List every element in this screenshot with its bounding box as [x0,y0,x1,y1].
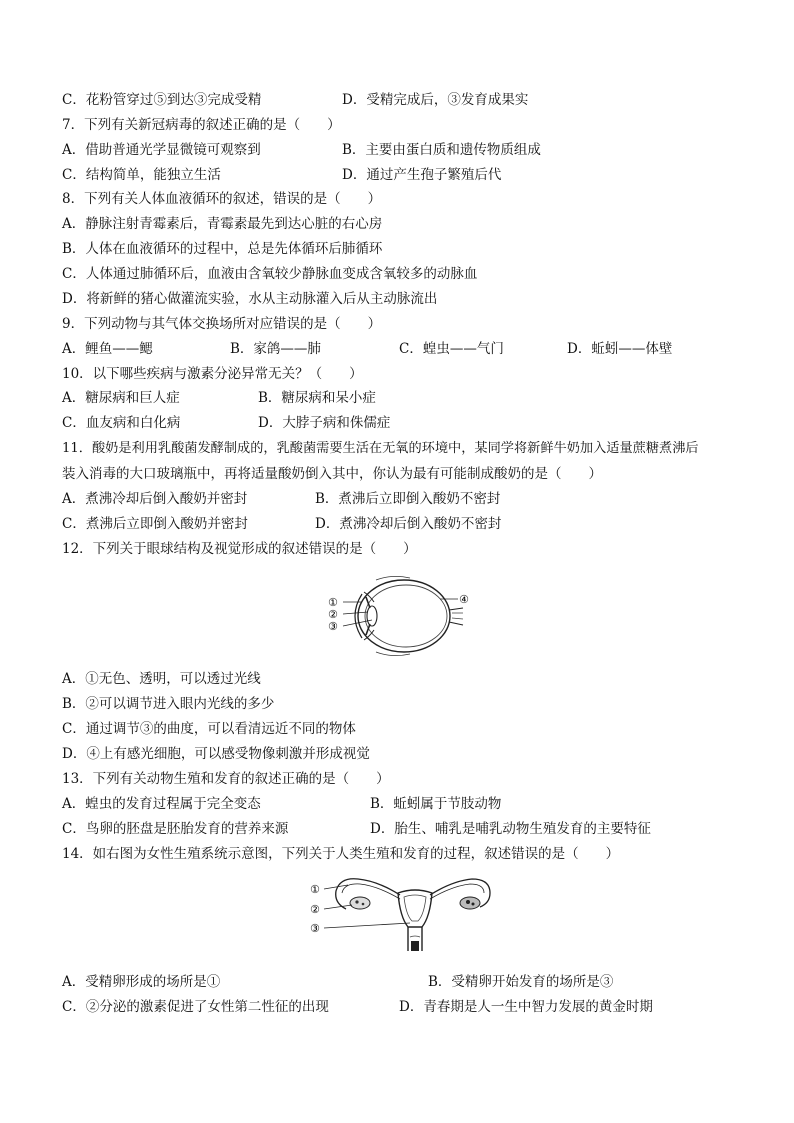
repro-label-2: ② [310,903,320,916]
q12-option-a: A．①无色、透明，可以透过光线 [62,671,261,687]
eye-label-4: ④ [459,593,469,606]
q6-option-c: C．花粉管穿过⑤到达③完成受精 [62,92,262,108]
q14-stem: 14．如右图为女性生殖系统示意图，下列关于人类生殖和发育的过程，叙述错误的是（ ） [62,846,620,862]
q13-option-a: A．蝗虫的发育过程属于完全变态 [62,796,261,812]
q10-option-b: B．糖尿病和呆小症 [258,390,376,406]
q13-stem: 13．下列有关动物生殖和发育的叙述正确的是（ ） [62,771,390,787]
q8-option-c: C．人体通过肺循环后，血液由含氧较少静脉血变成含氧较多的动脉血 [62,266,478,282]
q11-option-c: C．煮沸后立即倒入酸奶并密封 [62,516,248,532]
q9-option-b: B．家鸽——肺 [230,341,321,357]
q13-option-b: B．蚯蚓属于节肢动物 [370,796,502,812]
q9-option-a: A．鲤鱼——鳃 [62,341,153,357]
q8-option-a: A．静脉注射青霉素后，青霉素最先到达心脏的右心房 [62,216,383,232]
q12-option-c: C．通过调节③的曲度，可以看清远近不同的物体 [62,721,356,737]
q8-option-b: B．人体在血液循环的过程中，总是先体循环后肺循环 [62,241,383,257]
q9-option-c: C．蝗虫——气门 [399,341,504,357]
q11-option-a: A．煮沸冷却后倒入酸奶并密封 [62,491,248,507]
eye-label-2: ② [328,608,338,621]
q14-option-b: B．受精卵开始发育的场所是③ [428,974,614,990]
q11-stem-line1: 11．酸奶是利用乳酸菌发酵制成的，乳酸菌需要生活在无氧的环境中，某同学将新鲜牛奶加入适量蔗糖煮沸后 [62,441,699,456]
q7-option-c: C．结构简单，能独立生活 [62,167,221,183]
q10-option-a: A．糖尿病和巨人症 [62,390,180,406]
q12-option-b: B．②可以调节进入眼内光线的多少 [62,696,275,712]
q14-option-a: A．受精卵形成的场所是① [62,974,221,990]
q10-option-c: C．血友病和白化病 [62,415,181,431]
q14-option-c: C．②分泌的激素促进了女性第二性征的出现 [62,999,329,1015]
q10-stem: 10．以下哪些疾病与激素分泌异常无关？（ ） [62,366,363,382]
q7-option-b: B．主要由蛋白质和遗传物质组成 [342,142,541,158]
q8-option-d: D．将新鲜的猪心做灌流实验，水从主动脉灌入后从主动脉流出 [62,291,438,307]
q7-option-d: D．通过产生孢子繁殖后代 [342,167,502,183]
q11-option-d: D．煮沸冷却后倒入酸奶不密封 [315,516,502,532]
q9-option-d: D．蚯蚓——体壁 [567,341,673,357]
q12-option-d: D．④上有感光细胞，可以感受物像刺激并形成视觉 [62,746,370,762]
q12-stem: 12．下列关于眼球结构及视觉形成的叙述错误的是（ ） [62,541,417,557]
q13-option-d: D．胎生、哺乳是哺乳动物生殖发育的主要特征 [370,821,651,837]
q6-option-d: D．受精完成后，③发育成果实 [342,92,529,108]
eyeball-diagram [322,572,472,660]
q11-option-b: B．煮沸后立即倒入酸奶不密封 [315,491,501,507]
repro-label-3: ③ [310,922,320,935]
eye-label-3: ③ [328,620,338,633]
q9-stem: 9．下列动物与其气体交换场所对应错误的是（ ） [62,316,382,332]
female-reproductive-diagram [308,871,494,957]
q7-option-a: A．借助普通光学显微镜可观察到 [62,142,261,158]
q11-stem-line2: 装入消毒的大口玻璃瓶中，再将适量酸奶倒入其中，你认为最有可能制成酸奶的是（ ） [62,466,602,482]
repro-label-1: ① [310,883,320,896]
q8-stem: 8．下列有关人体血液循环的叙述，错误的是（ ） [62,191,382,207]
q7-stem: 7．下列有关新冠病毒的叙述正确的是（ ） [62,117,341,133]
q13-option-c: C．鸟卵的胚盘是胚胎发育的营养来源 [62,821,289,837]
q10-option-d: D．大脖子病和侏儒症 [258,415,391,431]
eye-label-1: ① [328,596,338,609]
q14-option-d: D．青春期是人一生中智力发展的黄金时期 [399,999,653,1015]
